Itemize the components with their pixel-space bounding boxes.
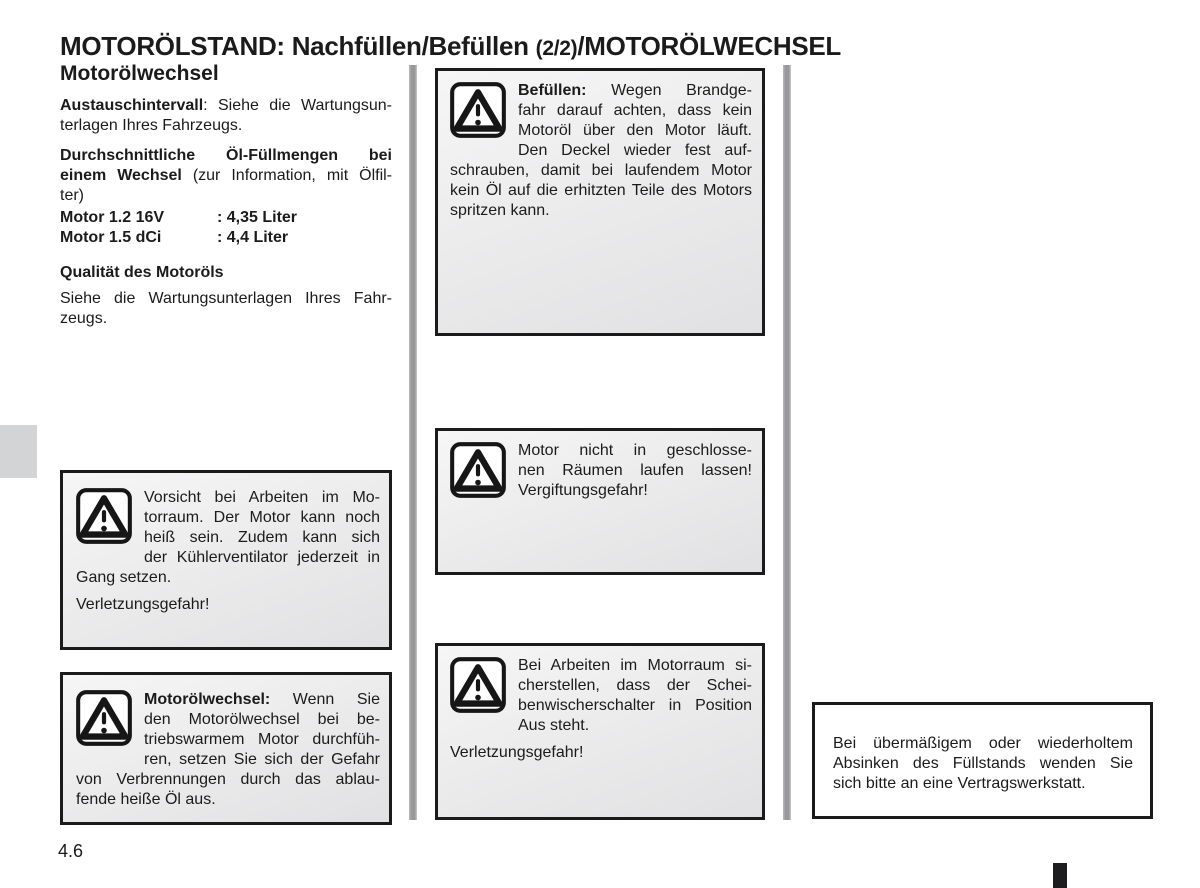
page-title [60, 31, 841, 62]
text-line: einem Wechsel (zur Information, mit Ölfil- [60, 167, 392, 184]
warning-text-wiper [438, 646, 762, 763]
text-line: der Kühlerventilator jederzeit in [144, 549, 380, 566]
oil-capacity-value: : 4,35 Liter [217, 209, 298, 226]
left-column [60, 62, 392, 339]
warning-text-filling [438, 71, 762, 221]
print-registration-mark [1053, 863, 1067, 888]
text-line: von Verbrennungen durch das ablau- [76, 771, 380, 788]
warning-text-oil-change [63, 675, 389, 810]
text-line: Vorsicht bei Arbeiten im Mo- [144, 489, 380, 506]
text-line: Durchschnittliche Öl-Füllmengen bei [60, 147, 392, 164]
text-line: Befüllen: Wegen Brandge- [518, 82, 752, 99]
warning-box-filling [435, 68, 765, 336]
text-line: Aus steht. [518, 717, 590, 734]
subsection-heading-oil-quality: Qualität des Motoröls [60, 264, 224, 281]
text-line: Bei Arbeiten im Motorraum si- [518, 657, 752, 674]
warning-box-engine-caution [60, 470, 392, 650]
text-line: Absinken des Füllstands wenden Sie [833, 755, 1133, 772]
text-line: Motoröl über den Motor läuft. [518, 122, 752, 139]
paragraph-fill-quantity [60, 146, 392, 206]
warning-text-engine-caution [63, 473, 389, 615]
chapter-tab-marker [0, 425, 37, 478]
text-line: nen Räumen laufen lassen! [518, 462, 752, 479]
text-line: zeugs. [60, 310, 108, 327]
paragraph-oil-quality [60, 289, 392, 329]
page-number: 4.6 [58, 841, 84, 861]
warning-box-wiper [435, 643, 765, 820]
warning-box-exhaust [435, 428, 765, 575]
text-line: fahr darauf achten, dass kein [518, 102, 752, 119]
engine-model-label: Motor 1.5 dCi [60, 229, 162, 246]
text-line: Motor nicht in geschlosse- [518, 442, 752, 459]
text-line: cherstellen, dass der Schei- [518, 677, 752, 694]
text-line: schrauben, damit bei laufendem Motor [450, 162, 752, 179]
section-heading-oil-change: Motorölwechsel [60, 62, 219, 85]
oil-capacity-value: : 4,4 Liter [217, 229, 289, 246]
text-line: Vergiftungsgefahr! [518, 482, 648, 499]
engine-oil-capacity-table [60, 208, 392, 248]
text-line: den Motorölwechsel bei be- [144, 711, 380, 728]
text-line: ren, setzen Sie sich der Gefahr [144, 751, 380, 768]
info-box-oil-level-drop [812, 702, 1153, 819]
table-row [60, 228, 392, 248]
column-divider-left [409, 65, 417, 820]
warning-text-exhaust [438, 431, 762, 501]
text-line: Siehe die Wartungsunterlagen Ihres Fahr- [60, 290, 392, 307]
text-line: Bei übermäßigem oder wiederholtem [833, 735, 1133, 752]
page-title-main2: /MOTORÖLWECHSEL [577, 31, 842, 62]
engine-model-label: Motor 1.2 16V [60, 209, 165, 226]
text-line: torraum. Der Motor kann noch [144, 509, 380, 526]
text-line: sich bitte an eine Vertragswerkstatt. [833, 775, 1086, 792]
text-line: Gang setzen. [76, 569, 172, 586]
text-line: spritzen kann. [450, 202, 550, 219]
text-line: ter) [60, 187, 84, 204]
text-line: Den Deckel wieder fest auf- [518, 142, 752, 159]
text-line: benwischerschalter in Position [518, 697, 752, 714]
text-line: fende heiße Öl aus. [76, 791, 216, 808]
text-line: triebswarmem Motor durchfüh- [144, 731, 380, 748]
text-line: terlagen Ihres Fahrzeugs. [60, 117, 243, 134]
column-divider-right [783, 65, 791, 820]
warning-box-oil-change [60, 672, 392, 825]
table-row [60, 208, 392, 228]
page-title-main: MOTORÖLSTAND: Nachfüllen/Befüllen [60, 31, 536, 62]
text-line: Austauschintervall: Siehe die Wartungsun- [60, 97, 392, 114]
page-title-pagination: (2/2) [535, 37, 578, 61]
text-line: Motorölwechsel: Wenn Sie [144, 691, 380, 708]
text-line: heiß sein. Zudem kann sich [144, 529, 380, 546]
text-line: Verletzungsgefahr! [76, 596, 210, 613]
text-line: kein Öl auf die erhitzten Teile des Motors [450, 182, 752, 199]
paragraph-change-interval [60, 96, 392, 136]
text-line: Verletzungsgefahr! [450, 744, 584, 761]
